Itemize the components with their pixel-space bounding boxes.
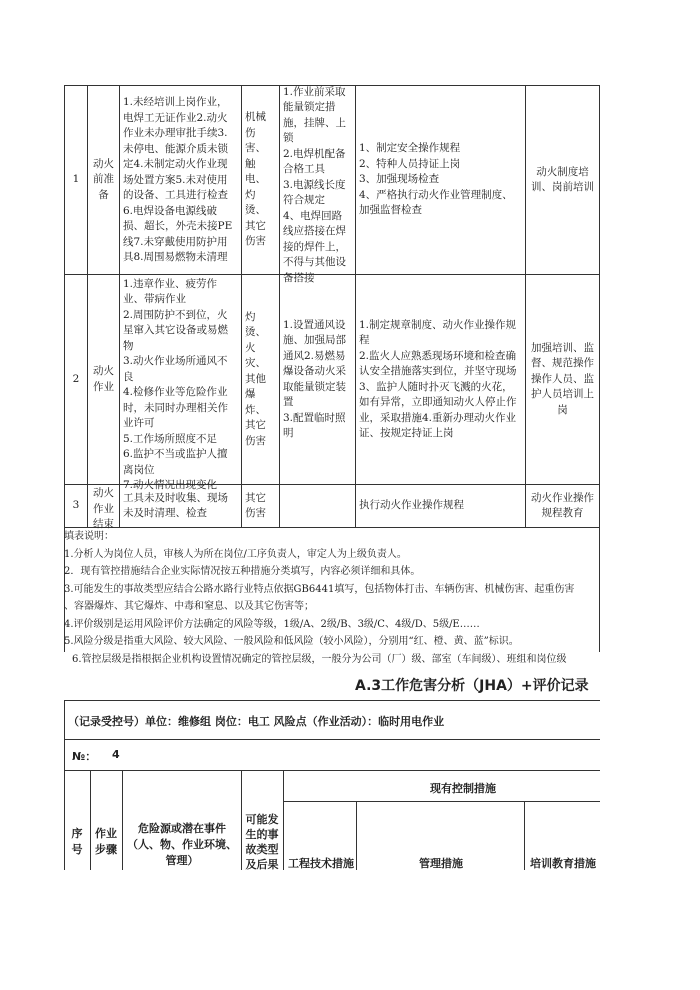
row-number: 3 (65, 485, 88, 528)
row-number: 2 (65, 275, 88, 485)
table-row (65, 275, 600, 485)
hazard-text: 1.违章作业、疲劳作业、带病作业 2.周围防护不到位，火星窜入其它设备或易燃物 3.动火作业场所通风不良 4.检修作业等危险作业时，未同时办理相关作业许可 5.工作场所照度不足 6.监护不当或监护人擅离岗位 7.动火情况出现变化 (123, 277, 228, 491)
engineering-cell: 1.设置通风设施、加强局部通风2.易燃易爆设备动火采取能量锁定装置 3.配置临时照明 (280, 275, 356, 485)
training-cell: 动火制度培训、岗前培训 (526, 86, 600, 275)
training-cell: 动火作业操作规程教育 (526, 485, 600, 528)
note-item: 1.分析人为岗位人员，审核人为所在岗位/工序负责人，审定人为上级负责人。 (64, 548, 407, 560)
engineering-cell (280, 485, 356, 528)
table2-rule (64, 770, 600, 771)
training-cell: 加强培训、监督、规范操作操作人员、监护人员培训上岗 (526, 275, 600, 485)
hazard-text: 1.未经培训上岗作业，电焊工无证作业2.动火作业未办理审批手续3.未停电、能源介质未锁定4.未制定动火作业现场处置方案5.未对使用的设备、工具进行检查6.电焊设备电源线破损、超长，外壳未接PE线7.未穿戴使用防护用具8.周围易燃物未清理 (123, 96, 233, 263)
table2-left-border (64, 700, 65, 870)
header-training: 培训教育措施 (530, 857, 596, 870)
table2-top-border (64, 700, 600, 701)
header-management: 管理措施 (419, 857, 463, 870)
header-controls: 现有控制措施 (430, 782, 496, 795)
table-row (65, 86, 600, 275)
header-seq: 序号 (71, 827, 83, 856)
number-label: №： (72, 750, 97, 763)
table2-col-line (283, 770, 284, 870)
accident-type-cell: 其它伤害 (242, 485, 280, 528)
table2-col-line (356, 801, 357, 870)
note-item: 5.风险分级是指重大风险、较大风险、一般风险和低风险（较小风险），分别用“红、橙、黄、蓝”标识。 (64, 636, 519, 647)
notes-title: 填表说明： (64, 531, 114, 542)
work-step (88, 485, 120, 528)
note-item: 6.管控层级是指根据企业机构设置情况确定的管控层级，一般分为公司（厂）级、部室（车间级）、班组和岗位级 (72, 653, 567, 665)
hazard-cell (120, 275, 242, 491)
table-row (65, 485, 600, 528)
work-step: 动火作业 (88, 275, 120, 485)
engineering-text: 1.作业前采取能量锁定措施，挂牌、上锁 2.电焊机配备合格工具 3.电源线长度符合规定 4、电焊回路线应搭接在焊接的焊件上，不得与其他设备搭接 (283, 85, 346, 284)
table2-col-line (241, 770, 242, 870)
note-item: 4.评价级别是运用风险评价方法确定的风险等级，1级/A、2级/B、3级/C、4级/D、5级/E…… (64, 618, 480, 630)
accident-type-cell: 机械伤害、触电、灼烫、其它伤害 (242, 86, 280, 275)
engineering-cell (280, 85, 356, 284)
table2-col-line (524, 801, 525, 870)
management-cell: 1、制定安全操作规程 2、特种人员持证上岗 3、加强现场检查 4、严格执行动火作业管理制度、加强监督检查 (356, 86, 526, 275)
hazard-table (64, 85, 600, 528)
table2-col-line (122, 770, 123, 870)
header-engineering: 工程技术措施 (288, 857, 354, 870)
row-number: 1 (65, 86, 88, 275)
accident-type-cell: 灼烫、火灾、其他爆炸、其它伤害 (242, 275, 280, 485)
record-line: （记录受控号）单位：维修组 岗位：电工 风险点（作业活动）：临时用电作业 (68, 715, 445, 728)
notes-right-border (599, 528, 600, 652)
note-item: 3.可能发生的事故类型应结合公路水路行业特点依据GB6441填写，包括物体打击、车辆伤害、机械伤害、起重伤害 (64, 583, 575, 595)
work-step: 动火前准备 (88, 86, 120, 275)
table2-rule (64, 739, 600, 740)
table2-rule (283, 801, 600, 802)
header-hazard: 危险源或潜在事件（人、物、作业环境、管理） (127, 822, 237, 867)
notes-block (64, 528, 594, 668)
note-item: 2．现有管控措施结合企业实际情况按五种措施分类填写，内容必须详细和具体。 (64, 566, 421, 577)
management-cell: 执行动火作业操作规程 (356, 485, 526, 528)
hazard-cell (120, 86, 242, 275)
management-cell: 1.制定规章制度、动火作业操作规程 2.监火人应熟悉现场环境和检查确认安全措施落实到位，并坚守现场3、监护人随时扑灭飞溅的火花，如有异常，立即通知动火人停止作业，采取措施4.重新办理动火作业证、按规定持证上岗 (356, 275, 526, 485)
table2-col-line (90, 770, 91, 870)
hazard-cell: 工具未及时收集、现场未及时清理、检查 (120, 485, 242, 528)
work-step-text: 动火作业结束 (93, 487, 114, 530)
section-title: A.3工作危害分析（JHA）+评价记录 (355, 678, 589, 694)
header-accident: 可能发生的事故类型及后果 (245, 813, 279, 871)
number-value: 4 (112, 748, 120, 761)
header-step: 作业步骤 (95, 827, 117, 856)
note-item: 、容器爆炸、其它爆炸、中毒和窒息、以及其它伤害等； (64, 601, 314, 612)
